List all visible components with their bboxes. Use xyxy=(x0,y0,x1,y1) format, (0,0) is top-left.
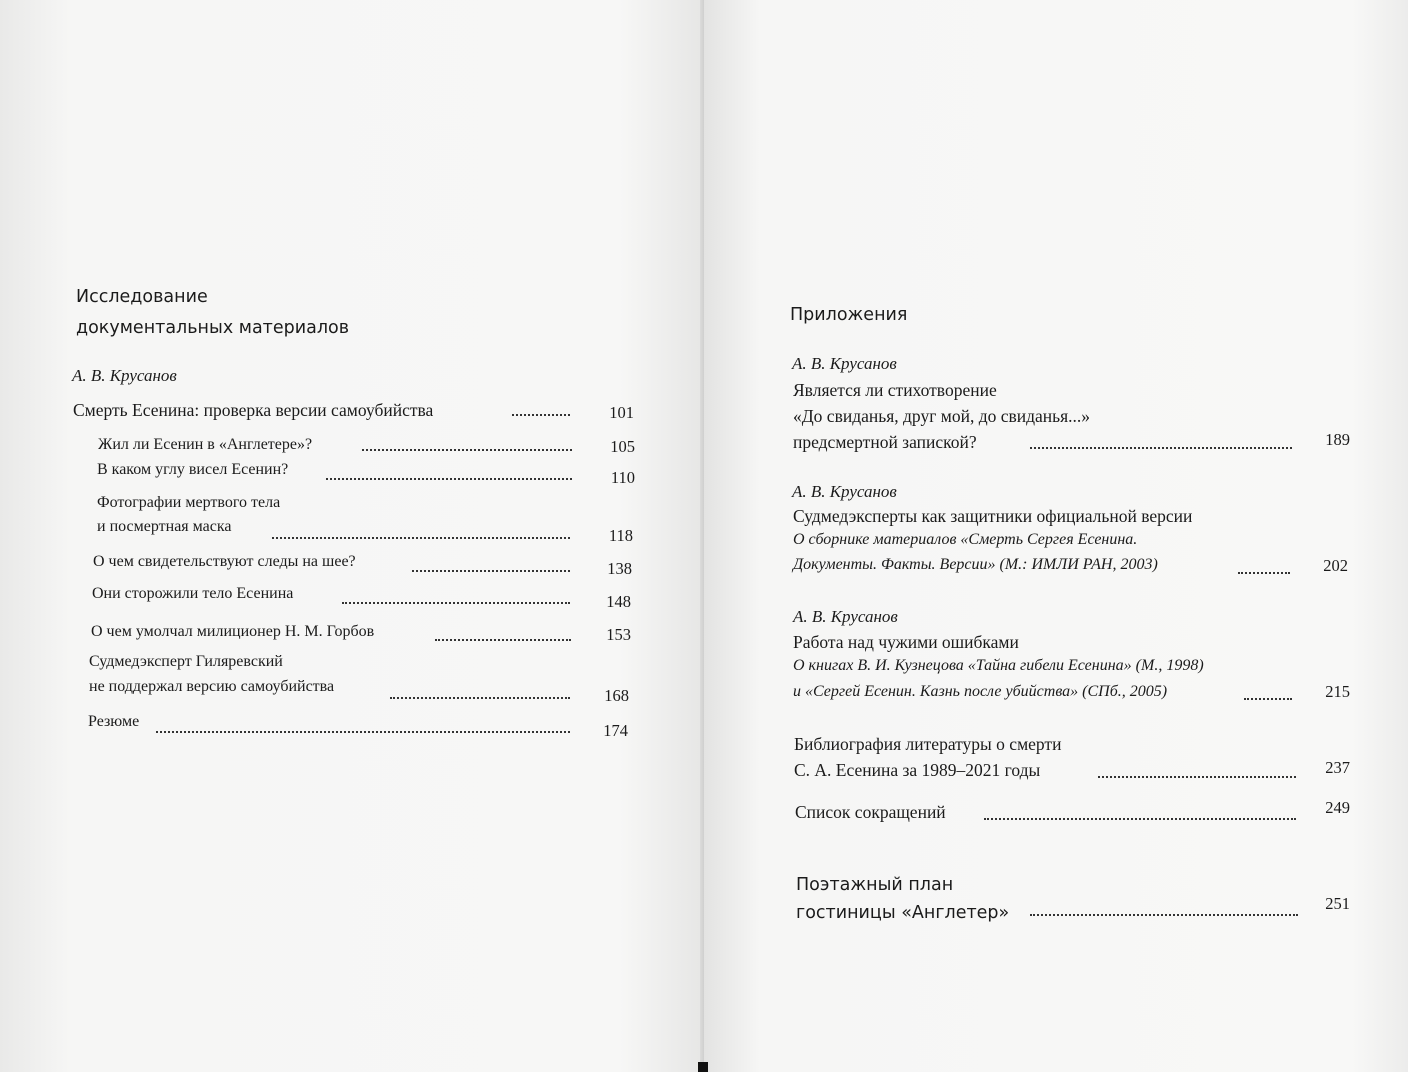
dot-leader xyxy=(342,602,570,604)
page-number: 110 xyxy=(610,468,635,487)
entry-title-line-1: Библиография литературы о смерти xyxy=(794,734,1062,754)
entry-title-line-1: Является ли стихотворение xyxy=(793,380,997,400)
dot-leader xyxy=(1238,572,1290,574)
page-number: 153 xyxy=(606,625,631,644)
page-number: 202 xyxy=(1323,556,1348,575)
toc-entry-title: О чем свидетельствуют следы на шее? xyxy=(93,553,356,570)
left-heading-line-2: документальных материалов xyxy=(76,318,350,338)
page-number: 101 xyxy=(609,403,634,422)
entry-note-line-2[interactable]: и «Сергей Есенин. Казнь после убийства» (СПб., 2005) xyxy=(793,683,1168,700)
page-number: 148 xyxy=(606,592,631,611)
toc-entry-title-line-2: не поддержал версию самоубийства xyxy=(89,678,335,695)
page-number: 251 xyxy=(1325,894,1350,913)
dot-leader xyxy=(362,449,572,451)
toc-entry-title: Резюме xyxy=(88,713,140,730)
dot-leader xyxy=(326,478,572,480)
dot-leader xyxy=(156,731,570,733)
dot-leader xyxy=(272,537,570,539)
toc-entry-title: Жил ли Есенин в «Англетере»? xyxy=(98,436,313,453)
right-heading: Приложения xyxy=(790,305,908,325)
dot-leader xyxy=(512,414,570,416)
dot-leader xyxy=(1098,776,1296,778)
entry-title-line-2: «До свиданья, друг мой, до свиданья...» xyxy=(793,406,1091,426)
dot-leader xyxy=(1030,447,1292,449)
dot-leader xyxy=(435,639,571,641)
toc-entry-title: В каком углу висел Есенин? xyxy=(97,461,289,478)
page-number: 215 xyxy=(1325,682,1350,701)
left-heading-line-1: Исследование xyxy=(76,287,208,307)
dot-leader xyxy=(984,818,1296,820)
dot-leader xyxy=(412,570,570,572)
entry-note-line-1[interactable]: О книгах В. И. Кузнецова «Тайна гибели Есенина» (М., 1998) xyxy=(793,657,1204,674)
entry-title-line-3: предсмертной запиской? xyxy=(793,432,977,452)
entry-note-line-1[interactable]: О сборнике материалов «Смерть Сергея Есенина. xyxy=(793,531,1138,548)
toc-entry-title-line-1: Судмедэксперт Гиляревский xyxy=(89,653,283,670)
dot-leader xyxy=(390,697,570,699)
page-number: 168 xyxy=(604,686,629,705)
entry-title-line-1: Список сокращений xyxy=(795,802,946,822)
entry-title-line-1: Поэтажный план xyxy=(796,875,954,895)
toc-entry-title-line-1: Фотографии мертвого тела xyxy=(97,494,281,511)
toc-entry-title: О чем умолчал милиционер Н. М. Горбов xyxy=(91,623,375,640)
page-number: 105 xyxy=(610,437,635,456)
entry-title-line-2: С. А. Есенина за 1989–2021 годы xyxy=(794,760,1041,780)
entry-title-line-1: Судмедэксперты как защитники официальной версии xyxy=(793,506,1193,526)
page-number: 189 xyxy=(1325,430,1350,449)
entry-note-line-2[interactable]: Документы. Факты. Версии» (М.: ИМЛИ РАН, 2003) xyxy=(793,556,1158,573)
dot-leader xyxy=(1244,698,1292,700)
page-number: 237 xyxy=(1325,758,1350,777)
page-number: 118 xyxy=(608,526,633,545)
dot-leader xyxy=(1030,914,1298,916)
page-number: 249 xyxy=(1325,798,1350,817)
entry-title-line-1: Работа над чужими ошибками xyxy=(793,632,1019,652)
entry-title-line-2: гостиницы «Англетер» xyxy=(796,903,1010,923)
page-number: 174 xyxy=(603,721,628,740)
entry-author: А. В. Крусанов xyxy=(793,607,898,626)
toc-entry-title-line-2: и посмертная маска xyxy=(97,518,232,535)
left-author: А. В. Крусанов xyxy=(72,366,177,385)
entry-author: А. В. Крусанов xyxy=(792,354,897,373)
toc-entry-title: Смерть Есенина: проверка версии самоубийства xyxy=(73,400,434,420)
bookmark-ribbon xyxy=(698,1062,708,1072)
entry-author: А. В. Крусанов xyxy=(792,482,897,501)
page-number: 138 xyxy=(607,559,632,578)
toc-entry-title: Они сторожили тело Есенина xyxy=(92,585,294,602)
right-page xyxy=(704,0,1408,1072)
